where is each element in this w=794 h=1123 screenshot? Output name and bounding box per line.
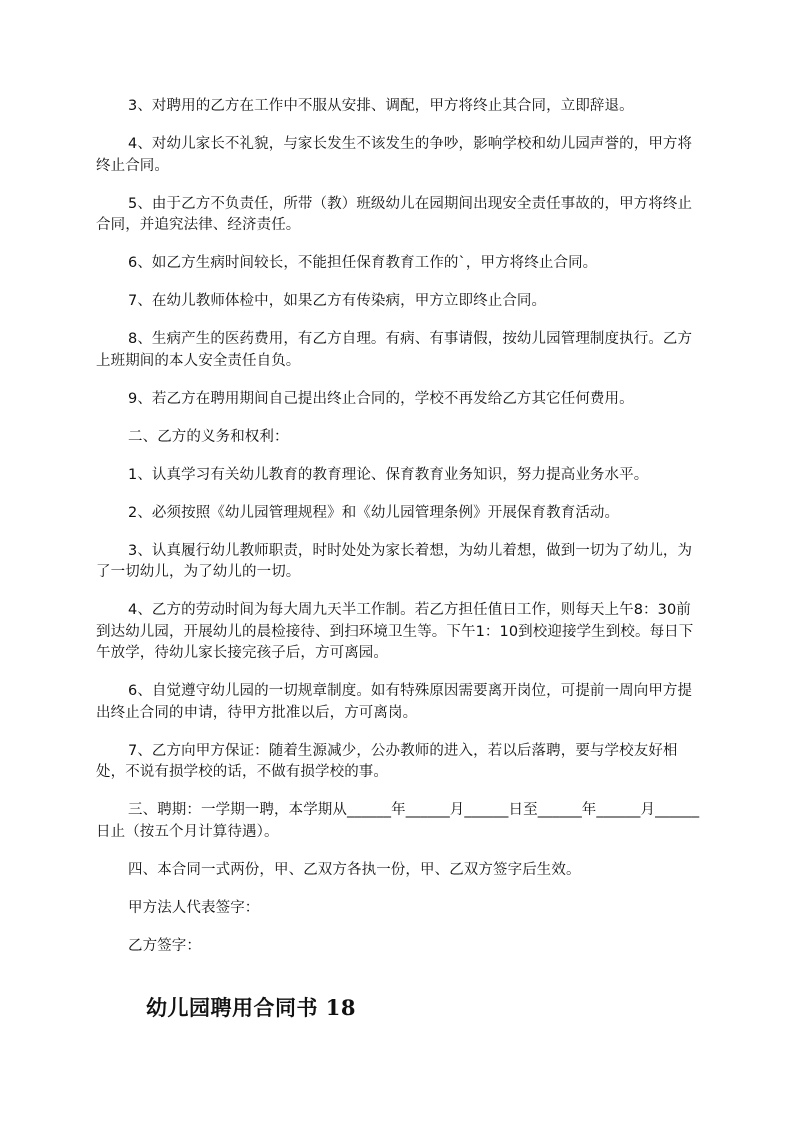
- paragraph-obligation-3: 3、认真履行幼儿教师职责，时时处处为家长着想，为幼儿着想，做到一切为了幼儿，为了一切幼儿，为了幼儿的一切。: [96, 542, 693, 580]
- paragraph-obligation-4: 4、乙方的劳动时间为每大周九天半工作制。若乙方担任值日工作，则每天上午8：30前到达幼儿园，开展幼儿的晨检接待、到扫环境卫生等。下午1：10到校迎接学生到校。每日下午放学，待幼儿家长接完孩子后，方可离园。: [96, 602, 694, 661]
- paragraph-obligation-7: 7、乙方向甲方保证：随着生源减少，公办教师的进入，若以后落聘，要与学校友好相处，不说有损学校的话，不做有损学校的事。: [96, 742, 678, 780]
- paragraph-obligation-6: 6、自觉遵守幼儿园的一切规章制度。如有特殊原因需要离开岗位，可提前一周向甲方提出终止合同的申请，待甲方批准以后，方可离岗。: [96, 683, 693, 721]
- paragraph-term-of-employment: 三、聘期：一学期一聘，本学期从______年______月______日至______年______月______日止（按五个月计算待遇）。: [96, 802, 700, 840]
- paragraph-clause-3-termination: 3、对聘用的乙方在工作中不服从安排、调配，甲方将终止其合同，立即辞退。: [128, 98, 634, 114]
- document-title: 幼儿园聘用合同书 18: [146, 995, 357, 1020]
- paragraph-obligation-1: 1、认真学习有关幼儿教育的教育理论、保育教育业务知识，努力提高业务水平。: [128, 466, 649, 483]
- paragraph-copies-clause: 四、本合同一式两份，甲、乙双方各执一份，甲、乙双方签字后生效。: [128, 861, 581, 878]
- paragraph-clause-5-safety: 5、由于乙方不负责任，所带（教）班级幼儿在园期间出现安全责任事故的，甲方将终止合同，并追究法律、经济责任。: [96, 195, 693, 233]
- paragraph-obligation-2: 2、必须按照《幼儿园管理规程》和《幼儿园管理条例》开展保育教育活动。: [128, 504, 620, 521]
- paragraph-clause-6-illness: 6、如乙方生病时间较长，不能担任保育教育工作的`，甲方将终止合同。: [128, 255, 598, 271]
- signature-party-b: 乙方签字：: [128, 937, 201, 954]
- paragraph-clause-9-early-termination: 9、若乙方在聘用期间自己提出终止合同的，学校不再发给乙方其它任何费用。: [128, 390, 634, 407]
- paragraph-clause-4-parents: 4、对幼儿家长不礼貌，与家长发生不该发生的争吵，影响学校和幼儿园声誉的，甲方将终止合同。: [96, 136, 693, 174]
- section-heading-obligations: 二、乙方的义务和权利：: [128, 428, 289, 445]
- paragraph-clause-8-medical-costs: 8、生病产生的医药费用，有乙方自理。有病、有事请假，按幼儿园管理制度执行。乙方上班期间的本人安全责任自负。: [96, 331, 693, 369]
- signature-party-a: 甲方法人代表签字：: [128, 899, 260, 916]
- paragraph-clause-7-health-check: 7、在幼儿教师体检中，如果乙方有传染病，甲方立即终止合同。: [128, 293, 547, 309]
- document-body: [96, 96, 700, 974]
